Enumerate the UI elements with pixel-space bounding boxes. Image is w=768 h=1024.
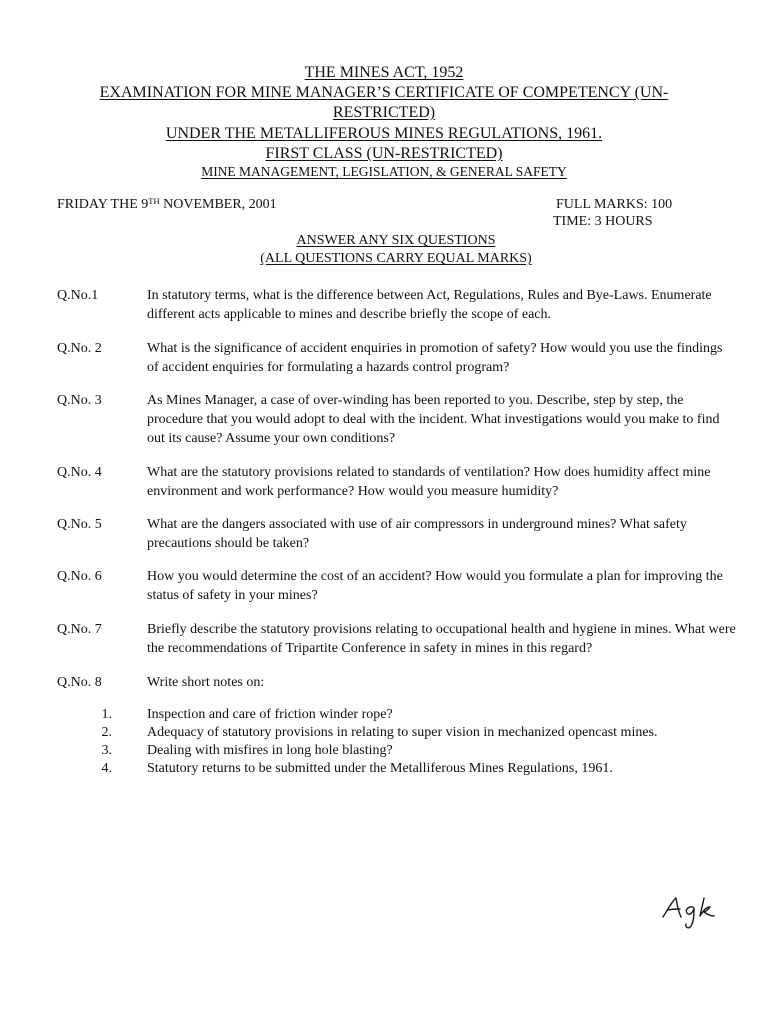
subject-title: MINE MANAGEMENT, LEGISLATION, & GENERAL SAFETY (201, 164, 567, 179)
note-number: 3. (101, 743, 112, 758)
note-text: Dealing with misfires in long hole blasting? (147, 743, 393, 758)
question-text: Write short notes on: (147, 675, 265, 690)
question-label: Q.No. 4 (57, 465, 102, 480)
question-text: What are the dangers associated with use of air compressors in underground mines? What safety precautions should be taken? (147, 517, 687, 551)
question-text: In statutory terms, what is the difference between Act, Regulations, Rules and Bye-Laws. Enumerate different acts applicable to mines and describe briefly the scope of each. (147, 288, 712, 322)
date-prefix: FRIDAY THE 9 (57, 197, 149, 212)
question-label: Q.No. 8 (57, 675, 102, 690)
date-suffix: NOVEMBER, 2001 (159, 197, 277, 212)
exam-time: TIME: 3 HOURS (553, 214, 653, 229)
question-text: How you would determine the cost of an accident? How would you formulate a plan for improving the status of safety in your mines? (147, 569, 723, 603)
full-marks: FULL MARKS: 100 (556, 197, 673, 212)
note-number: 4. (101, 761, 112, 776)
note-text: Inspection and care of friction winder rope? (147, 707, 393, 722)
note-text: Adequacy of statutory provisions in relating to super vision in mechanized opencast mines. (147, 725, 658, 740)
instruction-line2: (ALL QUESTIONS CARRY EQUAL MARKS) (260, 251, 532, 266)
question-label: Q.No. 5 (57, 517, 102, 532)
question-label: Q.No. 2 (57, 341, 102, 356)
question-label: Q.No. 6 (57, 569, 102, 584)
exam-title-line2: RESTRICTED) (332, 104, 436, 121)
class-title: FIRST CLASS (UN-RESTRICTED) (265, 145, 503, 162)
note-number: 1. (101, 707, 112, 722)
question-label: Q.No. 3 (57, 393, 102, 408)
question-label: Q.No.1 (57, 288, 99, 303)
act-title: THE MINES ACT, 1952 (304, 64, 464, 81)
handwritten-signature (660, 895, 732, 929)
question-text: As Mines Manager, a case of over-winding has been reported to you. Describe, step by step, the procedure that you would adopt to deal with the incident. What investigations would you make to find out its cause? Assume your own conditions? (147, 393, 720, 446)
note-number: 2. (101, 725, 112, 740)
exam-title-line1: EXAMINATION FOR MINE MANAGER’S CERTIFICATE OF COMPETENCY (UN- (99, 84, 669, 101)
date-superscript: TH (148, 196, 160, 206)
question-text: What are the statutory provisions related to standards of ventilation? How does humidity affect mine environment and work performance? How would you measure humidity? (147, 465, 711, 499)
regulations-title: UNDER THE METALLIFEROUS MINES REGULATIONS, 1961. (165, 125, 603, 142)
question-label: Q.No. 7 (57, 622, 102, 637)
exam-date (57, 195, 277, 214)
instruction-line1: ANSWER ANY SIX QUESTIONS (296, 233, 496, 248)
note-text: Statutory returns to be submitted under the Metalliferous Mines Regulations, 1961. (147, 761, 613, 776)
question-text: Briefly describe the statutory provisions relating to occupational health and hygiene in mines. What were the recommendations of Tripartite Conference in safety in mines in this regard? (147, 622, 736, 656)
question-text: What is the significance of accident enquiries in promotion of safety? How would you use the findings of accident enquiries for formulating a hazards control program? (147, 341, 723, 375)
